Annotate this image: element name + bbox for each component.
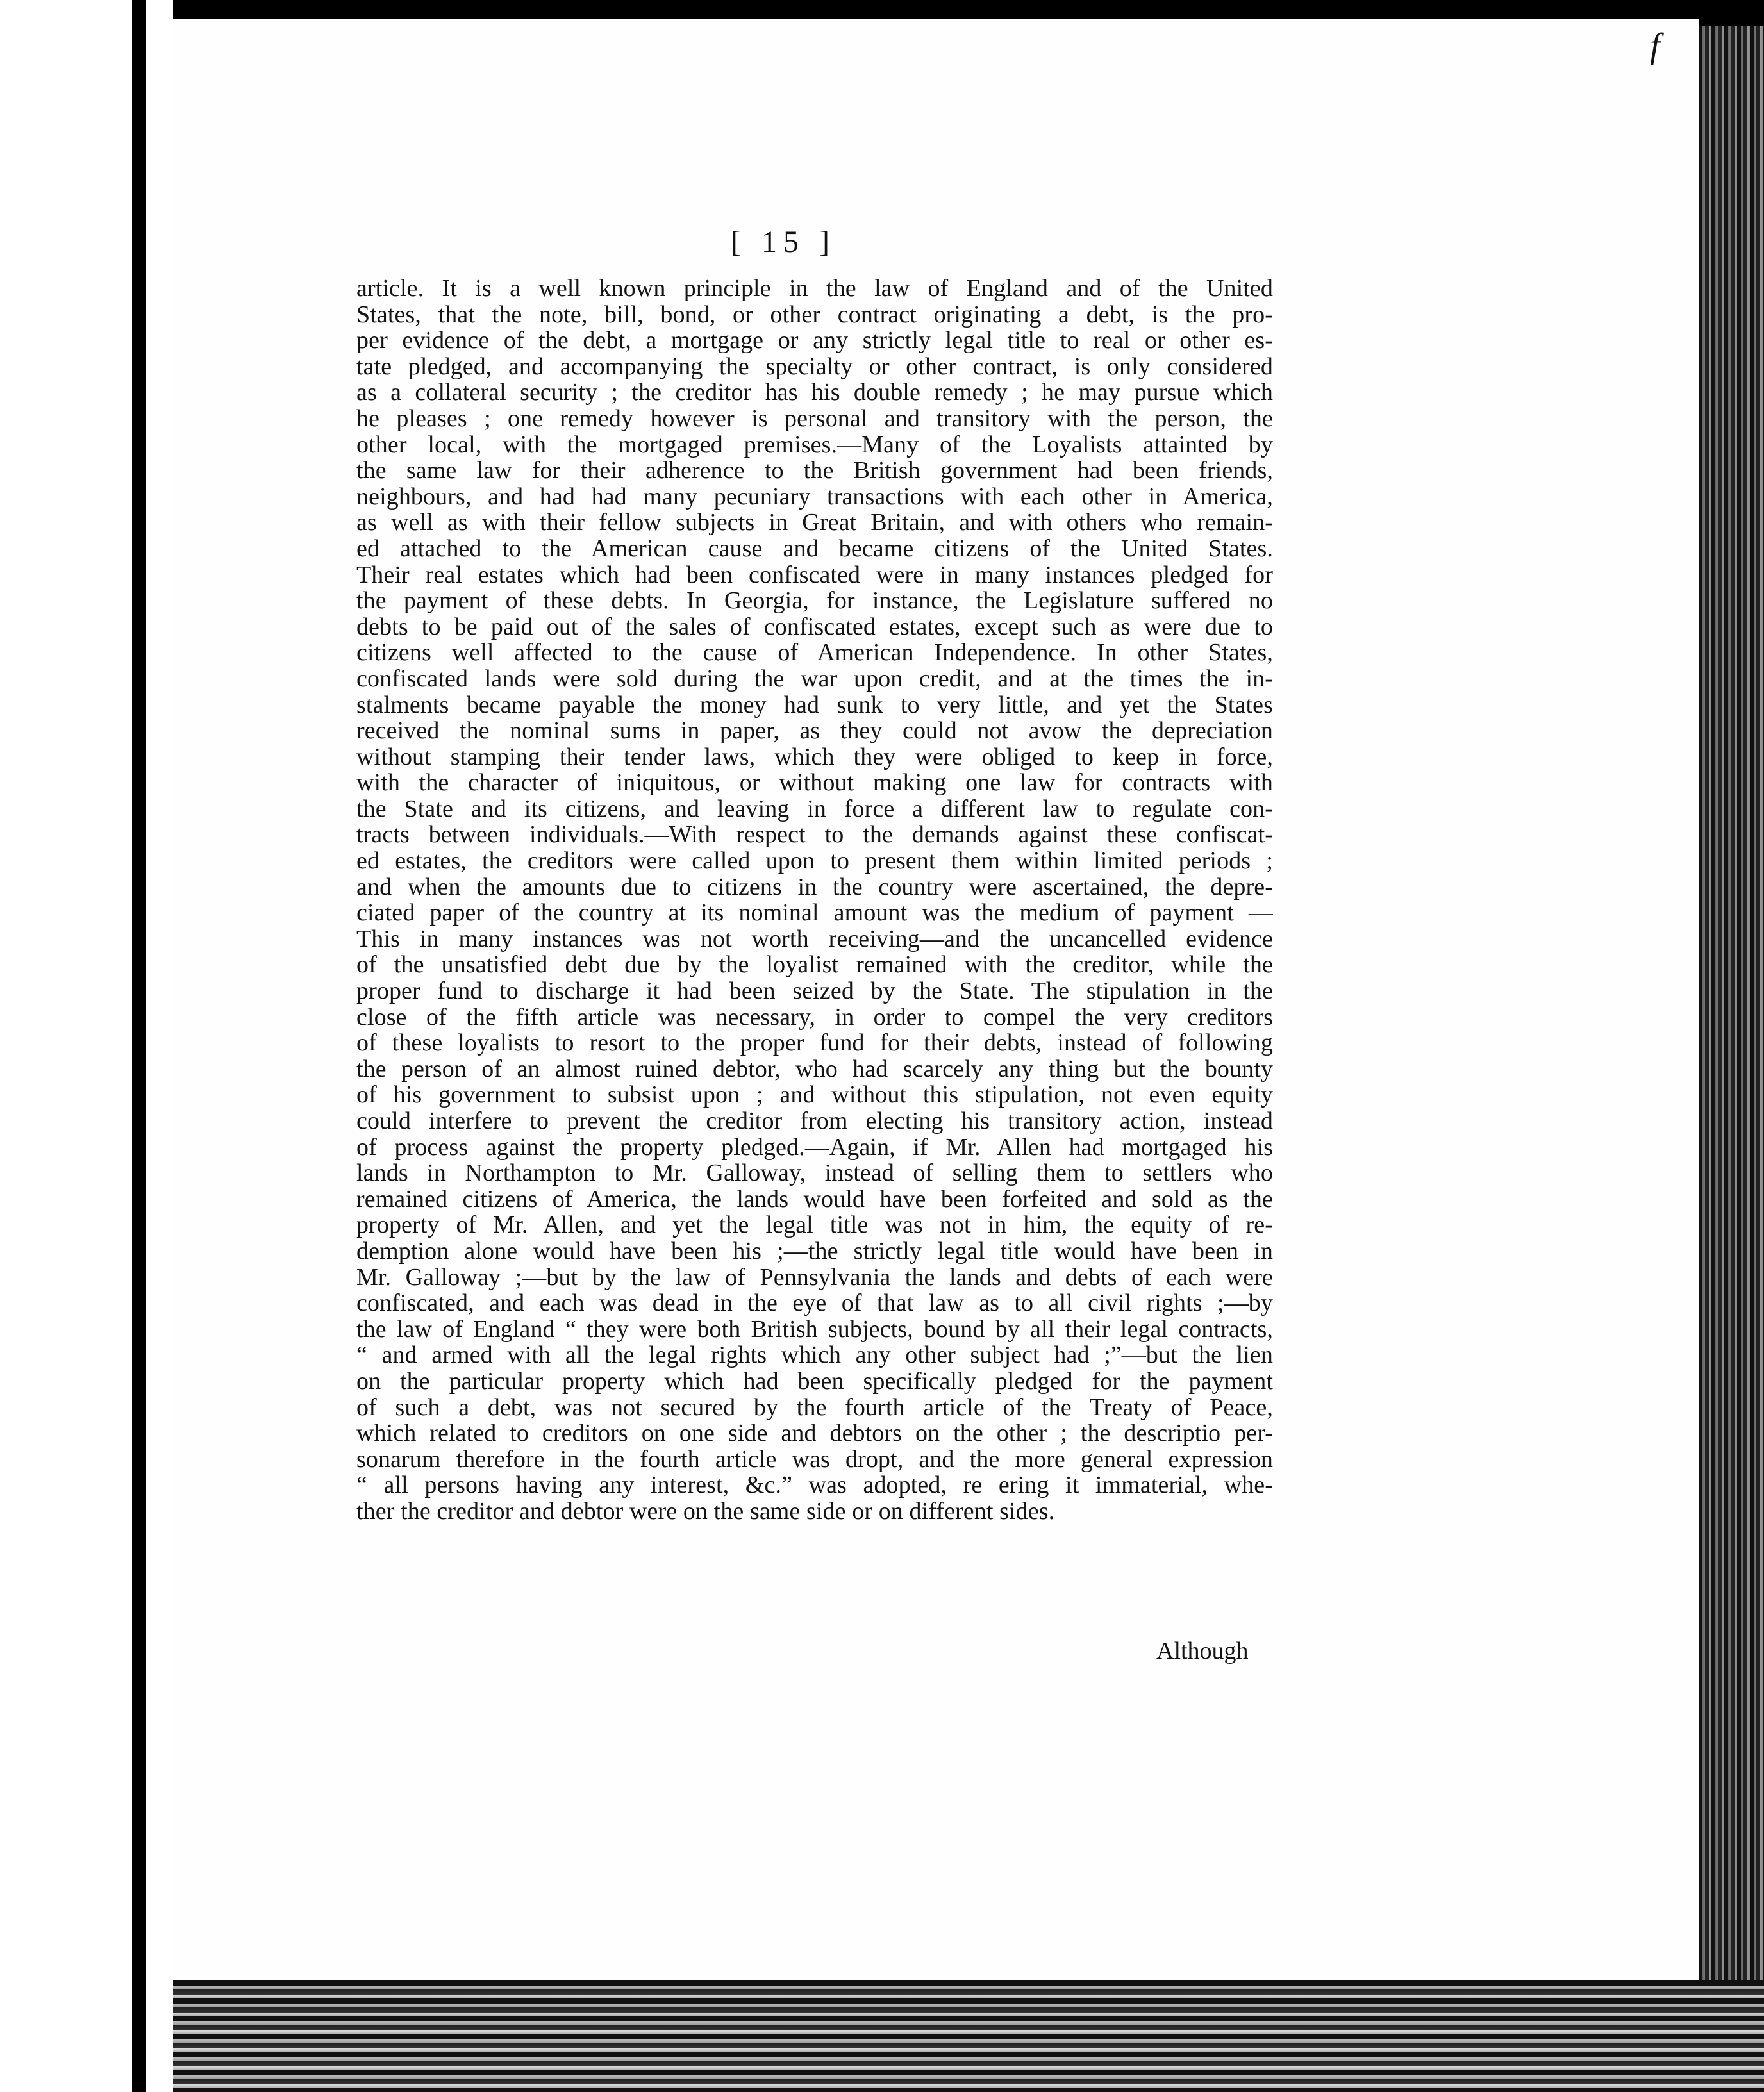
text-line: debts to be paid out of the sales of confiscated estates, except such as were due to — [356, 613, 1273, 640]
text-line: of his government to subsist upon ; and without this stipulation, not even equity — [356, 1082, 1273, 1108]
text-line: and when the amounts due to citizens in the country were ascertained, the depre- — [356, 874, 1273, 901]
text-line: lands in Northampton to Mr. Galloway, instead of selling them to settlers who — [356, 1160, 1273, 1186]
text-line: remained citizens of America, the lands would have been forfeited and sold as the — [356, 1186, 1273, 1213]
body-text — [356, 276, 1273, 1525]
text-line: States, that the note, bill, bond, or other contract originating a debt, is the pro- — [356, 301, 1273, 328]
text-line: ed attached to the American cause and became citizens of the United States. — [356, 535, 1273, 562]
text-line: the same law for their adherence to the British government had been friends, — [356, 458, 1273, 484]
text-line: which related to creditors on one side and debtors on the other ; the descriptio per- — [356, 1420, 1273, 1447]
text-line: without stamping their tender laws, which they were obliged to keep in force, — [356, 743, 1273, 770]
text-line: demption alone would have been his ;—the strictly legal title would have been in — [356, 1238, 1273, 1265]
text-line: citizens well affected to the cause of American Independence. In other States, — [356, 640, 1273, 666]
text-line: neighbours, and had had many pecuniary transactions with each other in America, — [356, 483, 1273, 510]
text-line: as well as with their fellow subjects in Great Britain, and with others who remain- — [356, 510, 1273, 536]
page-number: [ 15 ] — [731, 225, 836, 259]
text-line: could interfere to prevent the creditor from electing his transitory action, instead — [356, 1108, 1273, 1134]
text-line: close of the fifth article was necessary, in order to compel the very creditors — [356, 1004, 1273, 1031]
page-edge-right — [1699, 26, 1764, 2092]
text-line: of the unsatisfied debt due by the loyalist remained with the creditor, while the — [356, 952, 1273, 979]
page-edge-bottom — [173, 1980, 1764, 2092]
text-line: ciated paper of the country at its nominal amount was the medium of payment — — [356, 900, 1273, 926]
text-line: stalments became payable the money had sunk to very little, and yet the States — [356, 692, 1273, 718]
text-line: of these loyalists to resort to the proper fund for their debts, instead of following — [356, 1030, 1273, 1056]
catchword: Although — [1156, 1638, 1249, 1664]
left-margin-strip — [0, 0, 173, 2092]
text-line: on the particular property which had been specifically pledged for the payment — [356, 1368, 1273, 1395]
text-line: received the nominal sums in paper, as they could not avow the depreciation — [356, 718, 1273, 744]
text-line: This in many instances was not worth receiving—and the uncancelled evidence — [356, 926, 1273, 952]
text-line: Mr. Galloway ;—but by the law of Pennsylvania the lands and debts of each were — [356, 1264, 1273, 1291]
text-line: sonarum therefore in the fourth article was dropt, and the more general expression — [356, 1446, 1273, 1473]
text-line: confiscated lands were sold during the war upon credit, and at the times the in- — [356, 665, 1273, 692]
text-line: of such a debt, was not secured by the fourth article of the Treaty of Peace, — [356, 1394, 1273, 1421]
corner-mark: f — [1650, 26, 1660, 66]
text-line: the State and its citizens, and leaving in force a different law to regulate con- — [356, 795, 1273, 822]
text-line: the law of England “ they were both British subjects, bound by all their legal contracts, — [356, 1316, 1273, 1343]
text-line: Their real estates which had been confiscated were in many instances pledged for — [356, 561, 1273, 588]
text-line: ther the creditor and debtor were on the same side or on different sides. — [356, 1498, 1055, 1525]
text-line: with the character of iniquitous, or without making one law for contracts with — [356, 770, 1273, 796]
text-line: the payment of these debts. In Georgia, for instance, the Legislature suffered no — [356, 588, 1273, 614]
text-line: of process against the property pledged.—Again, if Mr. Allen had mortgaged his — [356, 1134, 1273, 1161]
text-line: “ and armed with all the legal rights which any other subject had ;”—but the lien — [356, 1342, 1273, 1368]
text-line: the person of an almost ruined debtor, who had scarcely any thing but the bounty — [356, 1056, 1273, 1083]
text-line: other local, with the mortgaged premises.—Many of the Loyalists attainted by — [356, 431, 1273, 458]
text-line: as a collateral security ; the creditor has his double remedy ; he may pursue which — [356, 379, 1273, 406]
text-line: proper fund to discharge it had been seized by the State. The stipulation in the — [356, 978, 1273, 1004]
text-line: article. It is a well known principle in the law of England and of the United — [356, 276, 1273, 302]
text-line: “ all persons having any interest, &c.” was adopted, re ering it immaterial, whe- — [356, 1472, 1273, 1498]
text-line: tate pledged, and accompanying the specialty or other contract, is only considered — [356, 353, 1273, 380]
text-line: confiscated, and each was dead in the eye of that law as to all civil rights ;—by — [356, 1290, 1273, 1316]
text-line: ed estates, the creditors were called upon to present them within limited periods ; — [356, 848, 1273, 874]
text-line: per evidence of the debt, a mortgage or any strictly legal title to real or other es- — [356, 328, 1273, 354]
binding-shadow — [132, 0, 146, 2092]
text-line: property of Mr. Allen, and yet the legal title was not in him, the equity of re- — [356, 1212, 1273, 1238]
text-line: he pleases ; one remedy however is personal and transitory with the person, the — [356, 405, 1273, 432]
text-line: tracts between individuals.—With respect to the demands against these confiscat- — [356, 822, 1273, 849]
